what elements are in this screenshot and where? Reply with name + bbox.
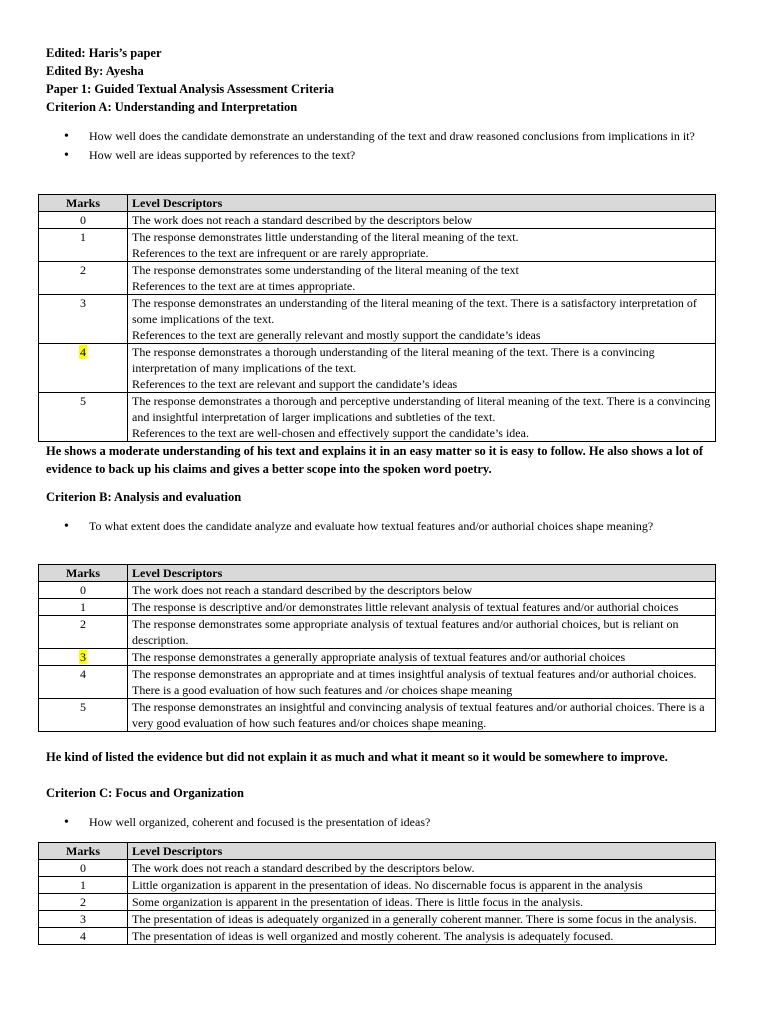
marks-header: Marks	[39, 565, 128, 582]
mark-value: 2	[80, 617, 86, 631]
table-row	[39, 262, 716, 295]
mark-value: 2	[80, 895, 86, 909]
descriptor-line: The response demonstrates a thorough understanding of the literal meaning of the text. There is a convincing interpretation of many implications of the text.	[132, 345, 655, 375]
descriptor-cell	[128, 928, 716, 945]
table-row	[39, 894, 716, 911]
mark-value: 5	[80, 700, 86, 714]
marks-cell	[39, 911, 128, 928]
mark-value: 2	[80, 263, 86, 277]
criterion-c-question-list	[64, 814, 724, 831]
table-row	[39, 649, 716, 666]
marks-cell	[39, 212, 128, 229]
mark-value: 4	[80, 667, 86, 681]
descriptor-cell	[128, 911, 716, 928]
descriptor-line: The presentation of ideas is well organized and mostly coherent. The analysis is adequately focused.	[132, 929, 614, 943]
criterion-a-table	[38, 194, 716, 442]
descriptor-cell	[128, 649, 716, 666]
table-row	[39, 699, 716, 732]
mark-value: 4	[80, 929, 86, 943]
criterion-a-question-list	[64, 128, 724, 164]
marks-cell	[39, 699, 128, 732]
descriptor-line: References to the text are generally relevant and mostly support the candidate’s ideas	[132, 328, 541, 342]
descriptor-cell	[128, 666, 716, 699]
criterion-c-title: Criterion C: Focus and Organization	[46, 786, 244, 800]
criterion-a-questions	[64, 128, 724, 166]
criterion-b-questions	[64, 518, 724, 537]
table-row	[39, 616, 716, 649]
table-row	[39, 212, 716, 229]
descriptor-line: Little organization is apparent in the presentation of ideas. No discernable focus is apparent in the analysis	[132, 878, 643, 892]
descriptor-cell	[128, 229, 716, 262]
descriptor-line: The response demonstrates little understanding of the literal meaning of the text.	[132, 230, 519, 244]
marks-cell	[39, 344, 128, 393]
criterion-c-questions	[64, 814, 724, 833]
descriptor-cell	[128, 582, 716, 599]
question-item: • How well organized, coherent and focused is the presentation of ideas?	[64, 814, 724, 831]
descriptor-line: The response demonstrates a thorough and perceptive understanding of literal meaning of the text. There is a convincing and insightful interpretation of larger implications and subtleties of the text.	[132, 394, 711, 424]
descriptor-cell	[128, 262, 716, 295]
mark-value: 0	[80, 861, 86, 875]
criterion-b-comment: He kind of listed the evidence but did not explain it as much and what it meant so it would be somewhere to improve.	[46, 750, 668, 764]
table-row	[39, 393, 716, 442]
highlighted-mark: 3	[80, 650, 86, 664]
descriptor-cell	[128, 393, 716, 442]
marks-cell	[39, 599, 128, 616]
descriptor-cell	[128, 295, 716, 344]
criterion-a-comment: He shows a moderate understanding of his text and explains it in an easy matter so it is easy to follow. He also shows a lot of evidence to back up his claims and gives a better scope into the spoken word poetry.	[46, 444, 704, 476]
criterion-c-table	[38, 842, 716, 945]
marks-cell	[39, 649, 128, 666]
table-row	[39, 344, 716, 393]
document-header	[46, 44, 722, 116]
table-row	[39, 295, 716, 344]
marks-cell	[39, 262, 128, 295]
level-descriptors-header: Level Descriptors	[128, 195, 716, 212]
descriptor-cell	[128, 212, 716, 229]
question-item: • How well does the candidate demonstrate an understanding of the text and draw reasoned conclusions from implications in it?	[64, 128, 724, 145]
descriptor-line: The work does not reach a standard described by the descriptors below	[132, 213, 473, 227]
table-row	[39, 599, 716, 616]
edited-by-line: Edited By: Ayesha	[46, 64, 144, 78]
marks-header: Marks	[39, 843, 128, 860]
descriptor-cell	[128, 877, 716, 894]
descriptor-line: The response demonstrates an insightful and convincing analysis of textual features and/or authorial choices. There is a very good evaluation of how such features and/or choices shape meaning.	[132, 700, 705, 730]
descriptor-line: The response demonstrates an appropriate and at times insightful analysis of textual features and/or authorial choices. There is a good evaluation of how such features and /or choices shape meaning	[132, 667, 697, 697]
descriptor-line: Some organization is apparent in the presentation of ideas. There is little focus in the analysis.	[132, 895, 584, 909]
marks-cell	[39, 616, 128, 649]
descriptor-line: The response is descriptive and/or demonstrates little relevant analysis of textual features and/or authorial choices	[132, 600, 679, 614]
criterion-b-table	[38, 564, 716, 732]
question-item: • How well are ideas supported by references to the text?	[64, 147, 724, 164]
marks-cell	[39, 582, 128, 599]
edited-line: Edited: Haris’s paper	[46, 46, 162, 60]
table-row	[39, 860, 716, 877]
descriptor-cell	[128, 616, 716, 649]
table-row	[39, 928, 716, 945]
mark-value: 1	[80, 600, 86, 614]
table-row	[39, 666, 716, 699]
descriptor-line: The work does not reach a standard described by the descriptors below.	[132, 861, 475, 875]
marks-header: Marks	[39, 195, 128, 212]
descriptor-cell	[128, 344, 716, 393]
marks-cell	[39, 877, 128, 894]
descriptor-line: References to the text are at times appropriate.	[132, 279, 356, 293]
highlighted-mark: 4	[80, 345, 86, 359]
descriptor-line: The response demonstrates some understanding of the literal meaning of the text	[132, 263, 519, 277]
level-descriptors-header: Level Descriptors	[128, 843, 716, 860]
table-row	[39, 911, 716, 928]
table-row	[39, 582, 716, 599]
criterion-b-title: Criterion B: Analysis and evaluation	[46, 490, 242, 504]
descriptor-cell	[128, 860, 716, 877]
table-row	[39, 877, 716, 894]
marks-cell	[39, 928, 128, 945]
mark-value: 5	[80, 394, 86, 408]
descriptor-cell	[128, 699, 716, 732]
descriptor-line: The response demonstrates a generally appropriate analysis of textual features and/or authorial choices	[132, 650, 626, 664]
marks-cell	[39, 860, 128, 877]
descriptor-line: References to the text are relevant and support the candidate’s ideas	[132, 377, 458, 391]
descriptor-line: The work does not reach a standard described by the descriptors below	[132, 583, 473, 597]
table-row	[39, 229, 716, 262]
marks-cell	[39, 666, 128, 699]
criterion-b-question-list	[64, 518, 724, 535]
level-descriptors-header: Level Descriptors	[128, 565, 716, 582]
mark-value: 1	[80, 230, 86, 244]
mark-value: 1	[80, 878, 86, 892]
mark-value: 3	[80, 296, 86, 310]
paper-title: Paper 1: Guided Textual Analysis Assessment Criteria	[46, 82, 334, 96]
marks-cell	[39, 393, 128, 442]
mark-value: 0	[80, 213, 86, 227]
descriptor-line: The response demonstrates an understanding of the literal meaning of the text. There is a satisfactory interpretation of some implications of the text.	[132, 296, 697, 326]
descriptor-line: References to the text are well-chosen and effectively support the candidate’s idea.	[132, 426, 529, 440]
marks-cell	[39, 894, 128, 911]
descriptor-line: The response demonstrates some appropriate analysis of textual features and/or authorial choices, but is reliant on description.	[132, 617, 679, 647]
descriptor-line: The presentation of ideas is adequately organized in a generally coherent manner. There is some focus in the analysis.	[132, 912, 697, 926]
marks-cell	[39, 229, 128, 262]
mark-value: 3	[80, 912, 86, 926]
question-item: • To what extent does the candidate analyze and evaluate how textual features and/or authorial choices shape meaning?	[64, 518, 724, 535]
descriptor-line: References to the text are infrequent or are rarely appropriate.	[132, 246, 429, 260]
mark-value: 0	[80, 583, 86, 597]
criterion-a-title: Criterion A: Understanding and Interpretation	[46, 100, 298, 114]
descriptor-cell	[128, 599, 716, 616]
descriptor-cell	[128, 894, 716, 911]
marks-cell	[39, 295, 128, 344]
